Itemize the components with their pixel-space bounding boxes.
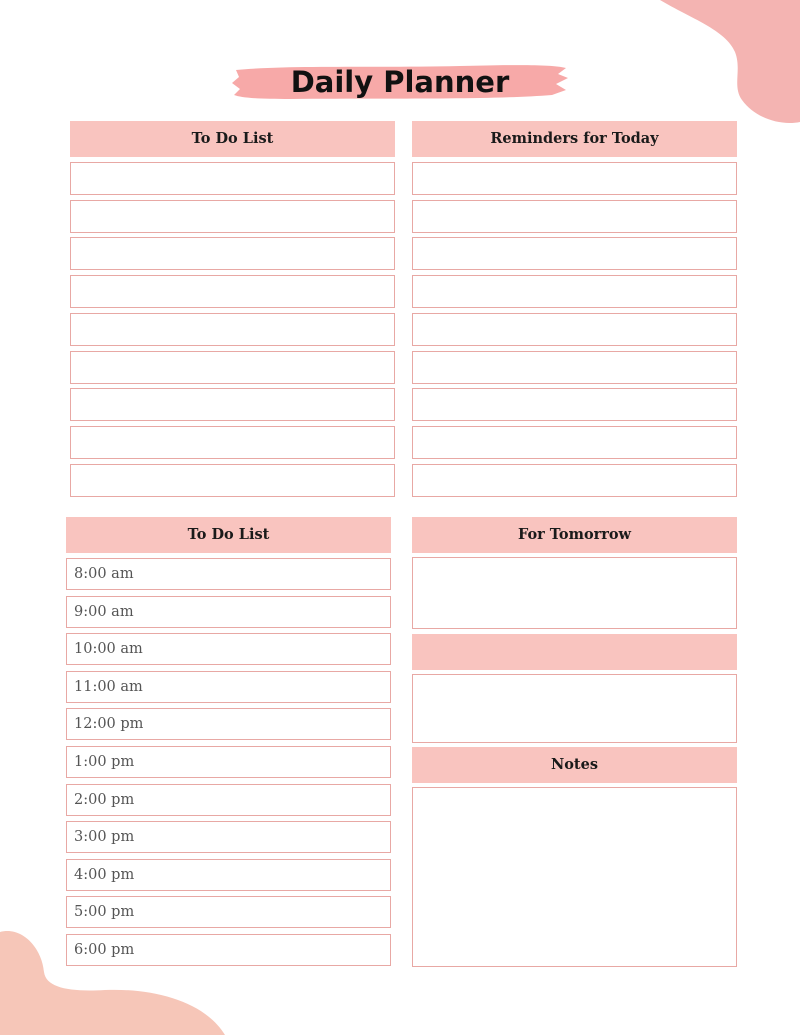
schedule-time-label: 10:00 am [74,641,143,658]
reminder-row[interactable] [412,162,737,195]
notes-box[interactable] [412,787,737,967]
schedule-slot[interactable] [66,671,391,703]
decorative-blob-top-right [660,0,800,125]
schedule-time-label: 6:00 pm [74,942,135,958]
todo-list-row[interactable] [70,237,395,270]
schedule-time-label: 2:00 pm [74,791,135,808]
schedule-slot[interactable] [66,821,391,853]
title-banner [230,62,570,102]
todo-list-header: To Do List [70,121,395,157]
todo-list-row[interactable] [70,351,395,384]
for-tomorrow-box-2[interactable] [412,674,737,743]
for-tomorrow-subheader [412,634,737,670]
reminder-row[interactable] [412,388,737,421]
for-tomorrow-box-1[interactable] [412,557,737,629]
reminder-row[interactable] [412,426,737,459]
page-title: Daily Planner [290,65,510,99]
reminder-row[interactable] [412,275,737,308]
schedule-time-label: 1:00 pm [74,754,135,770]
todo-list-row[interactable] [70,313,395,346]
schedule-time-label: 4:00 pm [74,866,135,883]
schedule-slot[interactable] [66,859,391,891]
schedule-slot[interactable] [66,896,391,928]
for-tomorrow-header: For Tomorrow [412,517,737,553]
schedule-slot[interactable] [66,558,391,590]
schedule-time-label: 9:00 am [74,603,134,620]
reminders-header: Reminders for Today [412,121,737,157]
schedule-time-label: 8:00 am [74,566,134,582]
todo-list-row[interactable] [70,388,395,421]
notes-header: Notes [412,747,737,783]
todo-list-row[interactable] [70,275,395,308]
schedule-slot[interactable] [66,596,391,628]
todo-list-row[interactable] [70,162,395,195]
schedule-time-label: 12:00 pm [74,716,144,733]
schedule-time-label: 11:00 am [74,678,143,695]
schedule-time-label: 3:00 pm [74,829,135,846]
reminder-row[interactable] [412,313,737,346]
schedule-header: To Do List [66,517,391,553]
todo-list-row[interactable] [70,200,395,233]
schedule-slot[interactable] [66,934,391,966]
todo-list-row[interactable] [70,426,395,459]
todo-list-row[interactable] [70,464,395,497]
reminder-row[interactable] [412,351,737,384]
reminder-row[interactable] [412,464,737,497]
schedule-time-label: 5:00 pm [74,904,135,921]
schedule-slot[interactable] [66,633,391,665]
reminder-row[interactable] [412,200,737,233]
reminder-row[interactable] [412,237,737,270]
schedule-slot[interactable] [66,746,391,778]
schedule-slot[interactable] [66,708,391,740]
schedule-slot[interactable] [66,784,391,816]
